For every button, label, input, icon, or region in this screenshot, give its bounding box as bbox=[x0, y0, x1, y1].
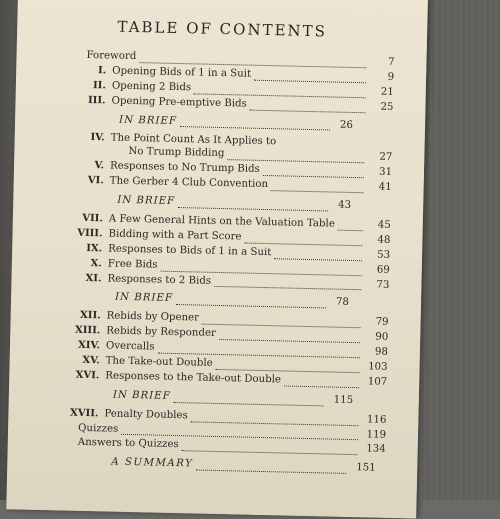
entry-title: A SUMMARY bbox=[111, 456, 194, 470]
chapter-number: XII. bbox=[79, 310, 101, 322]
dot-leader bbox=[196, 469, 346, 474]
chapter-number: XIII. bbox=[74, 324, 101, 337]
chapter-number bbox=[62, 153, 110, 154]
entry-title: Responses to No Trump Bids bbox=[109, 160, 260, 176]
page-number: 107 bbox=[367, 376, 388, 388]
entry-title: IN BRIEF bbox=[118, 114, 178, 127]
page-number: 25 bbox=[380, 101, 394, 113]
page-number: 7 bbox=[387, 56, 395, 68]
chapter-number: VIII. bbox=[77, 227, 103, 240]
entry-title: Opening Bids of 1 in a Suit bbox=[112, 65, 252, 80]
chapter-number: X. bbox=[90, 257, 102, 270]
dot-leader bbox=[180, 126, 330, 131]
entry-title: IN BRIEF bbox=[112, 389, 171, 402]
chapter-number bbox=[57, 396, 105, 397]
page-number: 98 bbox=[374, 346, 389, 358]
page-number: 90 bbox=[375, 331, 389, 344]
chapter-number: XV. bbox=[82, 354, 100, 367]
dot-leader bbox=[176, 303, 326, 308]
entry-title: Rebids by Opener bbox=[106, 310, 200, 324]
entry-title: IN BRIEF bbox=[114, 292, 174, 305]
page-number: 27 bbox=[379, 152, 393, 164]
chapter-number: IX. bbox=[86, 242, 103, 255]
entry-title: IN BRIEF bbox=[117, 194, 176, 208]
chapter-number bbox=[59, 299, 107, 300]
chapter-number: III. bbox=[87, 94, 106, 107]
chapter-number bbox=[55, 464, 103, 465]
book-page bbox=[6, 0, 428, 519]
chapter-number bbox=[61, 202, 109, 203]
page-number: 103 bbox=[367, 361, 388, 373]
entry-title: Responses to the Take-out Double bbox=[105, 370, 282, 386]
dot-leader bbox=[271, 189, 364, 193]
page-number: 9 bbox=[387, 71, 395, 83]
entry-title: Responses to Bids of 1 in a Suit bbox=[108, 243, 272, 258]
page-number: 48 bbox=[377, 234, 391, 246]
page-number: 115 bbox=[333, 394, 354, 406]
entry-title: No Trump Bidding bbox=[128, 146, 225, 160]
dot-leader bbox=[181, 450, 357, 456]
dot-leader bbox=[284, 384, 359, 388]
toc-entry-in-brief bbox=[57, 387, 387, 409]
entry-title: Opening Pre-emptive Bids bbox=[111, 95, 247, 110]
page-number: 26 bbox=[339, 119, 354, 131]
dot-leader bbox=[178, 206, 328, 211]
chapter-number: XVII. bbox=[69, 407, 99, 419]
entry-title: The Take-out Double bbox=[105, 355, 213, 369]
page-number: 134 bbox=[366, 443, 386, 456]
table-of-contents bbox=[55, 48, 394, 477]
page-number: 31 bbox=[378, 166, 393, 179]
dot-leader bbox=[250, 108, 366, 113]
chapter-number: V. bbox=[94, 160, 105, 172]
background-fabric bbox=[422, 0, 500, 500]
chapter-number: IV. bbox=[90, 132, 105, 144]
chapter-number: II. bbox=[92, 79, 107, 92]
chapter-number: VI. bbox=[87, 175, 104, 187]
chapter-number: XVI. bbox=[75, 369, 100, 382]
page-number: 69 bbox=[376, 264, 390, 276]
page-number: 45 bbox=[377, 219, 391, 231]
page-number: 41 bbox=[378, 181, 392, 194]
entry-title: Answers to Quizzes bbox=[77, 437, 179, 451]
entry-title: The Gerber 4 Club Convention bbox=[109, 175, 269, 191]
chapter-number: XIV. bbox=[77, 339, 101, 352]
dot-leader bbox=[214, 285, 361, 290]
page-number: 78 bbox=[335, 297, 349, 309]
dot-leader bbox=[174, 401, 324, 406]
entry-title: Rebids by Responder bbox=[106, 325, 216, 340]
page-number: 43 bbox=[337, 199, 352, 212]
page-number: 151 bbox=[356, 462, 376, 474]
chapter-number bbox=[63, 121, 111, 122]
entry-title: Responses to 2 Bids bbox=[107, 273, 212, 287]
entry-title: Foreword bbox=[86, 49, 137, 63]
entry-title: A Few General Hints on the Valuation Table bbox=[108, 213, 335, 230]
chapter-number: I. bbox=[97, 65, 107, 77]
page-number: 119 bbox=[366, 428, 387, 441]
page-title: TABLE OF CONTENTS bbox=[117, 17, 328, 41]
chapter-number: XI. bbox=[85, 272, 102, 284]
page-number: 21 bbox=[380, 86, 394, 98]
entry-title: Bidding with a Part Score bbox=[108, 228, 242, 243]
entry-title: Free Bids bbox=[107, 258, 158, 271]
dot-leader bbox=[338, 229, 363, 232]
toc-entry-in-brief bbox=[61, 193, 391, 215]
entry-title: Overcalls bbox=[105, 340, 155, 353]
page-number: 73 bbox=[376, 279, 390, 291]
toc-entry-summary bbox=[55, 455, 385, 477]
page-number: 53 bbox=[377, 249, 391, 261]
entry-title: Penalty Doubles bbox=[104, 408, 188, 422]
page-number: 116 bbox=[366, 414, 387, 426]
chapter-number: VII. bbox=[82, 212, 103, 225]
entry-title: Opening 2 Bids bbox=[111, 80, 192, 94]
entry-title: Quizzes bbox=[77, 422, 119, 435]
entry-title: The Point Count As It Applies to bbox=[110, 132, 277, 148]
page-number: 79 bbox=[375, 316, 389, 329]
